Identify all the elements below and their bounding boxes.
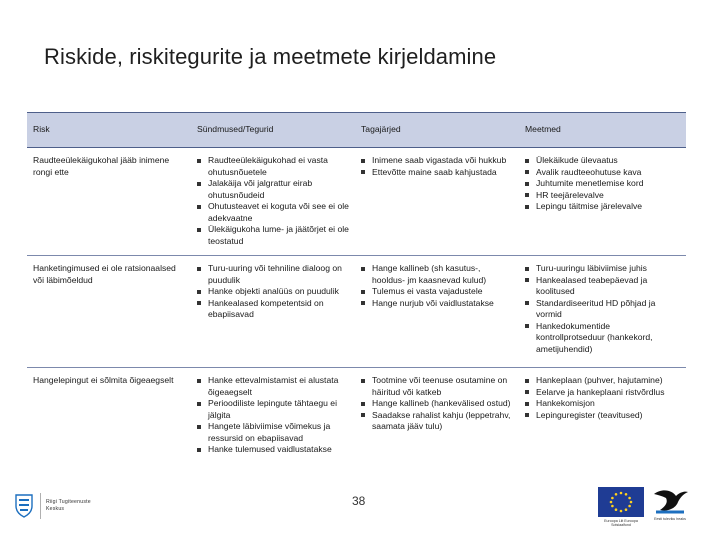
measures-cell bbox=[519, 256, 686, 368]
logo-divider bbox=[40, 493, 41, 519]
header-risk: Risk bbox=[27, 113, 191, 148]
list-item: Hange kallineb (sh kasutus-, hooldus- jm kaasnevad kulud) bbox=[361, 263, 513, 286]
consequences-cell bbox=[355, 148, 519, 256]
eu-caption: Euroopa Liit Euroopa Sotsiaalfond bbox=[604, 519, 638, 528]
list-item: Juhtumite menetlemise kord bbox=[525, 178, 680, 190]
measures-list bbox=[525, 155, 680, 213]
consequences-list bbox=[361, 375, 513, 433]
list-item: Hankealased kompetentsid on ebapiisavad bbox=[197, 298, 349, 321]
coat-of-arms-icon bbox=[14, 494, 34, 518]
list-item: Hankedokumentide kontrollprotseduur (hankekord, ametijuhendid) bbox=[525, 321, 680, 356]
table-row bbox=[27, 148, 686, 256]
list-item: Hanke ettevalmistamist ei alustata õigeaegselt bbox=[197, 375, 349, 398]
factors-cell bbox=[191, 256, 355, 368]
list-item: Saadakse rahalist kahju (leppetrahv, saamata jääv tulu) bbox=[361, 410, 513, 433]
risk-cell: Raudteeülekäigukohal jääb inimene rongi ette bbox=[27, 148, 191, 256]
factors-list bbox=[197, 155, 349, 247]
list-item: Lepingu täitmise järelevalve bbox=[525, 201, 680, 213]
list-item: Eelarve ja hankeplaani ristvõrdlus bbox=[525, 387, 680, 399]
measures-list bbox=[525, 375, 680, 421]
consequences-list bbox=[361, 263, 513, 309]
list-item: Tootmine või teenuse osutamine on häiritud või katkeb bbox=[361, 375, 513, 398]
list-item: Perioodiliste lepingute tähtaegu ei jälgita bbox=[197, 398, 349, 421]
list-item: Hange nurjub või vaidlustatakse bbox=[361, 298, 513, 310]
factors-list bbox=[197, 263, 349, 321]
list-item: Turu-uuring või tehniline dialoog on puudulik bbox=[197, 263, 349, 286]
header-factors: Sündmused/Tegurid bbox=[191, 113, 355, 148]
list-item: Ülekäigukoha lume- ja jäätõrjet ei ole teostatud bbox=[197, 224, 349, 247]
list-item: Lepinguregister (teavitused) bbox=[525, 410, 680, 422]
consequences-cell bbox=[355, 256, 519, 368]
consequences-list bbox=[361, 155, 513, 178]
list-item: Hanke tulemused vaidlustatakse bbox=[197, 444, 349, 456]
list-item: Ohutusteavet ei koguta või see ei ole adekvaatne bbox=[197, 201, 349, 224]
risk-cell: Hangelepingut ei sõlmita õigeaegselt bbox=[33, 375, 174, 385]
list-item: Standardiseeritud HD põhjad ja vormid bbox=[525, 298, 680, 321]
measures-list bbox=[525, 263, 680, 355]
list-item: Inimene saab vigastada või hukkub bbox=[361, 155, 513, 167]
eu-flag-icon bbox=[598, 487, 644, 517]
ee-caption: Eesti tuleviku heaks bbox=[654, 517, 686, 521]
consequences-cell bbox=[355, 368, 519, 464]
eu-logo bbox=[598, 487, 644, 528]
rtk-logo bbox=[14, 493, 108, 519]
swallow-icon bbox=[650, 484, 690, 516]
slide-title: Riskide, riskitegurite ja meetmete kirjeldamine bbox=[44, 44, 497, 69]
list-item: Hankealased teabepäevad ja koolitused bbox=[525, 275, 680, 298]
header-measures: Meetmed bbox=[519, 113, 686, 148]
list-item: Jalakäija või jalgrattur eirab ohutusnõudeid bbox=[197, 178, 349, 201]
table-row bbox=[27, 256, 686, 368]
factors-cell bbox=[191, 148, 355, 256]
list-item: Avalik raudteeohutuse kava bbox=[525, 167, 680, 179]
factors-cell bbox=[191, 368, 355, 464]
page-number: 38 bbox=[352, 494, 366, 508]
list-item: Raudteeülekäigukohad ei vasta ohutusnõuetele bbox=[197, 155, 349, 178]
list-item: Hanke objekti analüüs on puudulik bbox=[197, 286, 349, 298]
header-consequences: Tagajärjed bbox=[355, 113, 519, 148]
table-row bbox=[27, 368, 686, 464]
logo-org-name: Riigi Tugiteenuste Keskus bbox=[46, 499, 91, 512]
list-item: Hankeplaan (puhver, hajutamine) bbox=[525, 375, 680, 387]
measures-cell bbox=[519, 148, 686, 256]
risk-cell: Hanketingimused ei ole ratsionaalsed või läbimõeldud bbox=[27, 256, 191, 368]
list-item: Hange kallineb (hankevälised ostud) bbox=[361, 398, 513, 410]
risk-table bbox=[27, 112, 686, 464]
factors-list bbox=[197, 375, 349, 456]
ee-logo bbox=[650, 484, 690, 521]
list-item: HR teejärelevalve bbox=[525, 190, 680, 202]
list-item: Hankekomisjon bbox=[525, 398, 680, 410]
list-item: Ettevõtte maine saab kahjustada bbox=[361, 167, 513, 179]
list-item: Turu-uuringu läbiviimise juhis bbox=[525, 263, 680, 275]
list-item: Ülekäikude ülevaatus bbox=[525, 155, 680, 167]
table-header-row bbox=[27, 113, 686, 148]
measures-cell bbox=[519, 368, 686, 464]
list-item: Tulemus ei vasta vajadustele bbox=[361, 286, 513, 298]
list-item: Hangete läbiviimise võimekus ja ressursid on ebapiisavad bbox=[197, 421, 349, 444]
